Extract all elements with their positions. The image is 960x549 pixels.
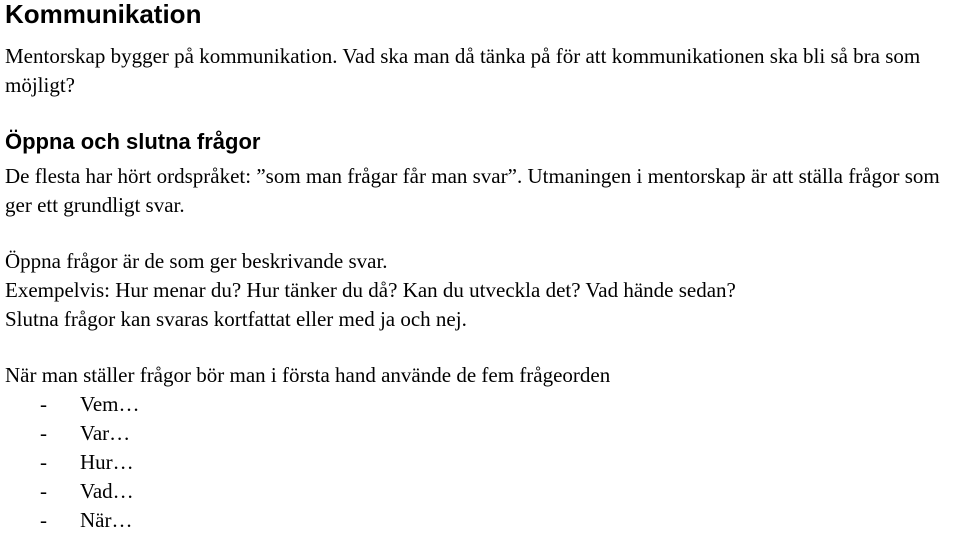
question-types-block — [5, 247, 955, 334]
list-item-text: Var… — [80, 421, 131, 445]
dash-marker: - — [40, 479, 47, 503]
list-item — [5, 506, 955, 535]
section-paragraph: De flesta har hört ordspråket: ”som man frågar får man svar”. Utmaningen i mentorskap är att ställa frågor som ger ett grundligt svar. — [5, 164, 940, 217]
list-item-text: Vem… — [80, 392, 140, 416]
closed-questions-line: Slutna frågor kan svaras kortfattat eller med ja och nej. — [5, 307, 467, 331]
document-page — [5, 0, 955, 535]
list-item — [5, 390, 955, 419]
list-item-text: Hur… — [80, 450, 134, 474]
dash-marker: - — [40, 508, 47, 532]
dash-marker: - — [40, 421, 47, 445]
list-item — [5, 477, 955, 506]
dash-marker: - — [40, 450, 47, 474]
question-words-list — [5, 390, 955, 535]
examples-line: Exempelvis: Hur menar du? Hur tänker du då? Kan du utveckla det? Vad hände sedan? — [5, 278, 736, 302]
list-item — [5, 419, 955, 448]
list-intro: När man ställer frågor bör man i första hand använde de fem frågeorden — [5, 363, 611, 387]
list-item — [5, 448, 955, 477]
intro-paragraph: Mentorskap bygger på kommunikation. Vad ska man då tänka på för att kommunikationen ska bli så bra som möjligt? — [5, 44, 921, 97]
list-item-text: När… — [80, 508, 133, 532]
open-questions-line: Öppna frågor är de som ger beskrivande svar. — [5, 249, 388, 273]
page-title: Kommunikation — [5, 0, 202, 29]
dash-marker: - — [40, 392, 47, 416]
list-item-text: Vad… — [80, 479, 134, 503]
section-heading: Öppna och slutna frågor — [5, 129, 261, 154]
